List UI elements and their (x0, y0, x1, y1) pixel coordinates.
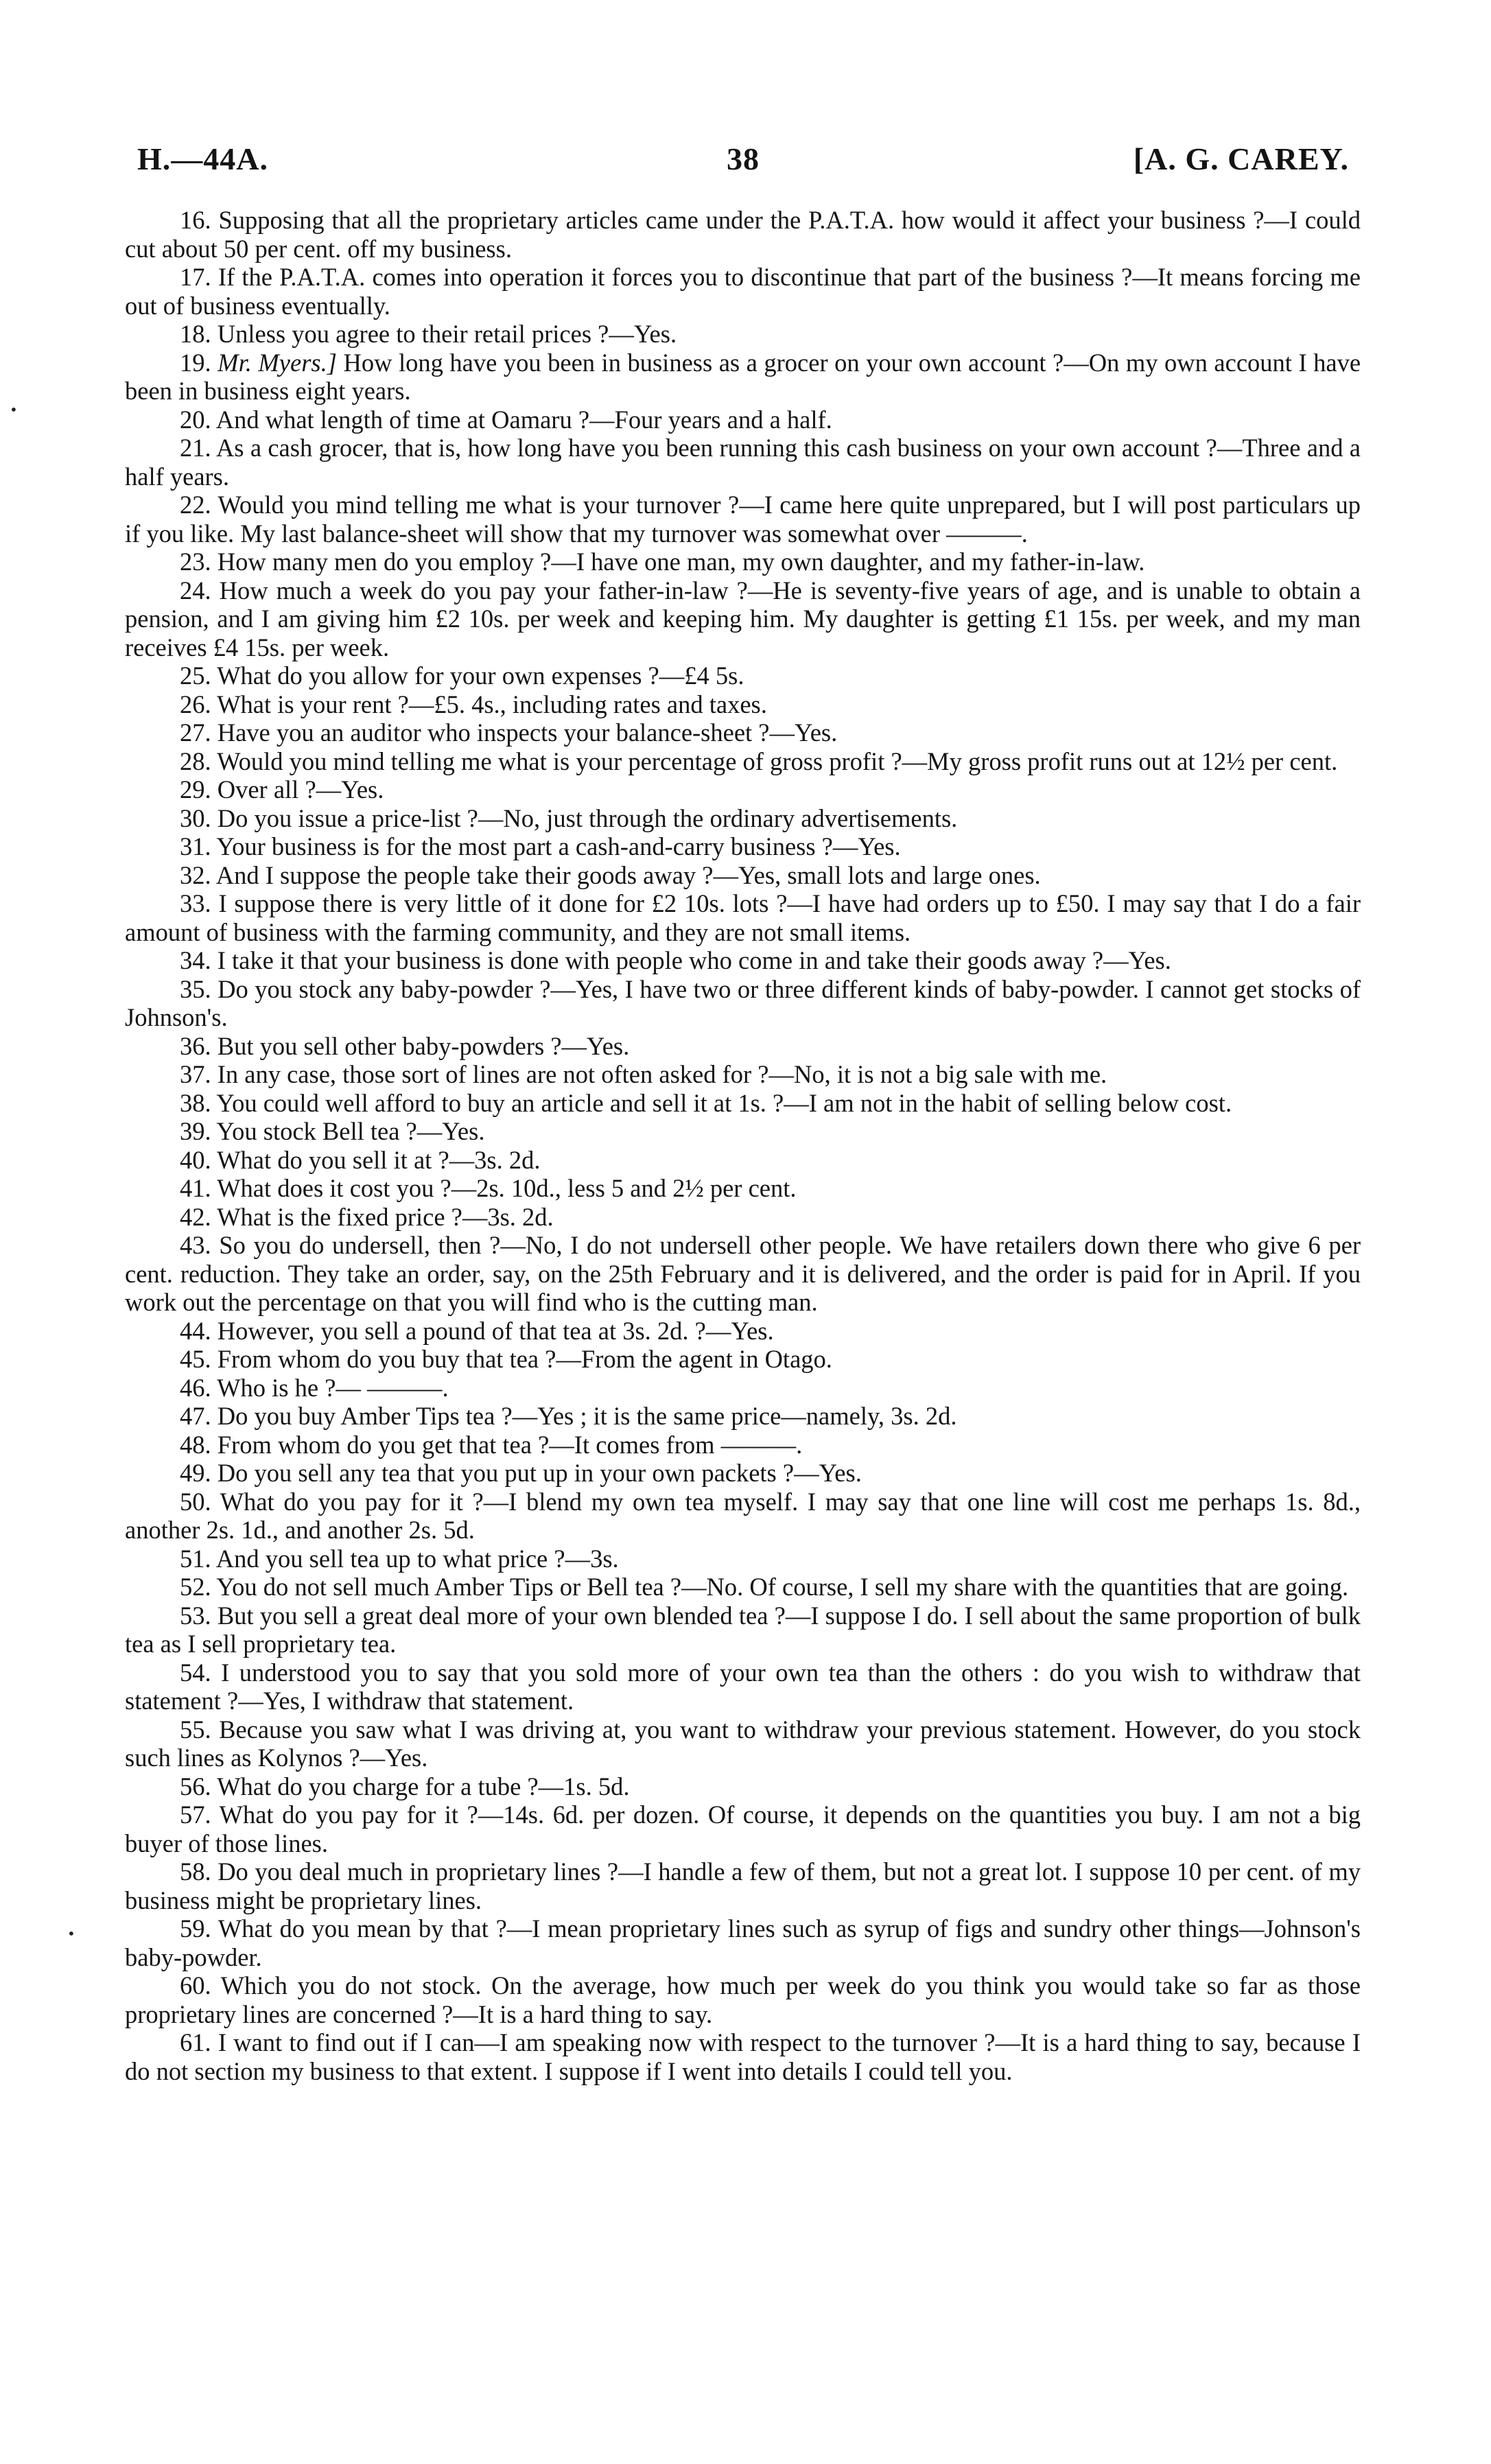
question-number: 34. (180, 946, 211, 974)
question-answer-text: Unless you agree to their retail prices ?—Yes. (217, 320, 677, 348)
question-answer-text: How much a week do you pay your father-in-law ?—He is seventy-five years of age, and is unable to obtain a pension, and I am giving him £2 10s. per week and keeping him. My daughter is getting £1 15s. per week, and my man receives £4 15s. per week. (125, 576, 1361, 661)
testimony-paragraph (125, 661, 1361, 690)
question-answer-text: I want to find out if I can—I am speaking now with respect to the turnover ?—It is a hard thing to say, because I do not section my business to that extent. I suppose if I went into details I could tell you. (125, 2028, 1361, 2085)
question-answer-text: Over all ?—Yes. (217, 775, 384, 803)
testimony-paragraph (125, 576, 1361, 662)
question-number: 18. (180, 320, 211, 348)
testimony-paragraph (125, 1402, 1361, 1431)
testimony-paragraph (125, 1089, 1361, 1118)
question-number: 28. (180, 747, 211, 775)
testimony-paragraph (125, 1060, 1361, 1089)
testimony-body (125, 206, 1361, 2085)
testimony-paragraph (125, 320, 1361, 349)
question-number: 16. (180, 206, 211, 234)
testimony-paragraph (125, 1857, 1361, 1914)
testimony-paragraph (125, 434, 1361, 491)
question-number: 45. (180, 1345, 211, 1373)
testimony-paragraph (125, 1459, 1361, 1488)
testimony-paragraph (125, 1345, 1361, 1374)
testimony-paragraph (125, 946, 1361, 975)
question-answer-text: Do you buy Amber Tips tea ?—Yes ; it is the same price—namely, 3s. 2d. (217, 1402, 957, 1430)
question-answer-text: However, you sell a pound of that tea at 3s. 2d. ?—Yes. (217, 1316, 774, 1345)
question-answer-text: You could well afford to buy an article and sell it at 1s. ?—I am not in the habit of selling below cost. (216, 1088, 1232, 1117)
question-number: 23. (180, 548, 211, 576)
testimony-paragraph (125, 1658, 1361, 1715)
question-number: 37. (180, 1060, 211, 1088)
question-number: 52. (180, 1573, 211, 1601)
question-number: 30. (180, 803, 211, 832)
margin-dot: • (10, 401, 18, 418)
question-number: 48. (180, 1430, 211, 1459)
testimony-paragraph (125, 1545, 1361, 1573)
testimony-paragraph (125, 1573, 1361, 1601)
question-number: 26. (180, 690, 211, 718)
question-number: 55. (180, 1715, 211, 1744)
question-answer-text: I understood you to say that you sold more of your own tea than the others : do you wish to withdraw that statement ?—Yes, I withdraw that statement. (125, 1658, 1361, 1715)
question-number: 27. (180, 718, 211, 747)
testimony-paragraph (125, 747, 1361, 776)
page-number: 38 (727, 141, 760, 176)
question-number: 31. (180, 832, 211, 860)
question-number: 60. (180, 1971, 211, 1999)
question-number: 54. (180, 1658, 211, 1687)
testimony-paragraph (125, 1800, 1361, 1857)
question-answer-text: And you sell tea up to what price ?—3s. (215, 1544, 619, 1573)
question-answer-text: What is the fixed price ?—3s. 2d. (217, 1202, 554, 1231)
testimony-paragraph (125, 1117, 1361, 1146)
question-number: 59. (180, 1914, 211, 1943)
question-number: 20. (180, 405, 211, 434)
testimony-paragraph (125, 1715, 1361, 1772)
testimony-paragraph (125, 1231, 1361, 1317)
testimony-paragraph (125, 491, 1361, 548)
question-answer-text: What do you charge for a tube ?—1s. 5d. (217, 1772, 630, 1800)
question-number: 51. (180, 1544, 211, 1573)
question-answer-text: What do you pay for it ?—I blend my own tea myself. I may say that one line will cost me perhaps 1s. 8d., another 2s. 1d., and another 2s. 5d. (125, 1487, 1361, 1544)
question-number: 61. (180, 2028, 211, 2056)
question-answer-text: What do you sell it at ?—3s. 2d. (217, 1145, 541, 1174)
testimony-paragraph (125, 861, 1361, 890)
question-answer-text: But you sell a great deal more of your own blended tea ?—I suppose I do. I sell about the same proportion of bulk tea as I sell proprietary tea. (125, 1601, 1361, 1658)
testimony-paragraph (125, 2028, 1361, 2085)
testimony-paragraph (125, 548, 1361, 576)
question-answer-text: Do you issue a price-list ?—No, just through the ordinary advertisements. (217, 803, 958, 832)
question-answer-text: Which you do not stock. On the average, how much per week do you think you would take so far as those proprietary lines are concerned ?—It is a hard thing to say. (125, 1971, 1361, 2028)
testimony-paragraph (125, 832, 1361, 861)
question-answer-text: And I suppose the people take their goods away ?—Yes, small lots and large ones. (215, 860, 1041, 889)
question-answer-text: From whom do you get that tea ?—It comes from ———. (217, 1430, 803, 1459)
page-header (137, 141, 1349, 182)
question-answer-text: Supposing that all the proprietary articles came under the P.A.T.A. how would it affect your business ?—I could cut about 50 per cent. off my business. (125, 206, 1361, 263)
question-number: 25. (180, 661, 211, 690)
question-answer-text: And what length of time at Oamaru ?—Four years and a half. (215, 405, 832, 434)
testimony-paragraph (125, 1488, 1361, 1545)
question-number: 35. (180, 974, 211, 1003)
question-number: 43. (180, 1231, 211, 1259)
question-answer-text: Do you sell any tea that you put up in your own packets ?—Yes. (217, 1459, 862, 1487)
question-answer-text: Do you stock any baby-powder ?—Yes, I have two or three different kinds of baby-powder. I cannot get stocks of Johnson's. (125, 974, 1361, 1031)
testimony-paragraph (125, 1317, 1361, 1346)
question-answer-text: But you sell other baby-powders ?—Yes. (217, 1031, 630, 1060)
witness-name: [A. G. CAREY. (1133, 141, 1349, 176)
question-number: 57. (180, 1800, 211, 1829)
question-number: 33. (180, 889, 211, 917)
testimony-paragraph (125, 1032, 1361, 1061)
question-number: 40. (180, 1145, 211, 1174)
testimony-paragraph (125, 1146, 1361, 1175)
question-answer-text: What do you allow for your own expenses ?—£4 5s. (217, 661, 744, 690)
question-answer-text: Who is he ?— ———. (217, 1373, 449, 1402)
question-number: 56. (180, 1772, 211, 1800)
question-number: 47. (180, 1402, 211, 1430)
question-number: 24. (180, 576, 211, 605)
question-number: 39. (180, 1117, 211, 1145)
question-number: 32. (180, 860, 211, 889)
testimony-paragraph (125, 263, 1361, 320)
question-number: 29. (180, 775, 211, 803)
question-number: 22. (180, 491, 211, 519)
testimony-paragraph (125, 1374, 1361, 1403)
question-number: 50. (180, 1487, 211, 1516)
question-number: 17. (180, 263, 211, 291)
question-number: 19. (180, 348, 211, 377)
testimony-paragraph (125, 775, 1361, 804)
testimony-paragraph (125, 690, 1361, 719)
question-answer-text: Your business is for the most part a cash-and-carry business ?—Yes. (216, 832, 901, 860)
question-answer-text: From whom do you buy that tea ?—From the agent in Otago. (217, 1345, 832, 1373)
question-answer-text: You do not sell much Amber Tips or Bell tea ?—No. Of course, I sell my share with the quantities that are going. (216, 1573, 1349, 1601)
testimony-paragraph (125, 975, 1361, 1032)
question-answer-text: If the P.A.T.A. comes into operation it forces you to discontinue that part of the business ?—It means forcing me out of business eventually. (125, 263, 1361, 320)
question-answer-text: How long have you been in business as a grocer on your own account ?—On my own account I have been in business eight years. (125, 348, 1361, 405)
testimony-paragraph (125, 718, 1361, 747)
question-number: 41. (180, 1174, 211, 1202)
testimony-paragraph (125, 1203, 1361, 1232)
question-answer-text: What do you pay for it ?—14s. 6d. per dozen. Of course, it depends on the quantities you buy. I am not a big buyer of those lines. (125, 1800, 1361, 1857)
margin-dot: • (67, 1925, 75, 1942)
question-answer-text: Have you an auditor who inspects your balance-sheet ?—Yes. (217, 718, 838, 747)
testimony-paragraph (125, 889, 1361, 946)
testimony-paragraph (125, 1772, 1361, 1801)
question-answer-text: In any case, those sort of lines are not often asked for ?—No, it is not a big sale with me. (217, 1060, 1107, 1088)
question-number: 58. (180, 1857, 211, 1886)
question-answer-text: As a cash grocer, that is, how long have you been running this cash business on your own account ?—Three and a half years. (125, 434, 1361, 491)
question-answer-text: I suppose there is very little of it done for £2 10s. lots ?—I have had orders up to £50. I may say that I do a fair amount of business with the farming community, and they are not small items. (125, 889, 1361, 946)
question-number: 46. (180, 1373, 211, 1402)
question-answer-text: Do you deal much in proprietary lines ?—I handle a few of them, but not a great lot. I suppose 10 per cent. of my business might be proprietary lines. (125, 1857, 1361, 1914)
testimony-paragraph (125, 206, 1361, 263)
question-answer-text: So you do undersell, then ?—No, I do not undersell other people. We have retailers down there who give 6 per cent. reduction. They take an order, say, on the 25th February and it is delivered, and the order is paid for in April. If you work out the percentage on that you will find who is the cutting man. (125, 1231, 1361, 1316)
question-number: 44. (180, 1316, 211, 1345)
testimony-paragraph (125, 1431, 1361, 1459)
question-answer-text: I take it that your business is done with people who come in and take their goods away ?—Yes. (217, 946, 1171, 974)
testimony-paragraph (125, 1601, 1361, 1658)
question-number: 53. (180, 1601, 211, 1630)
question-number: 49. (180, 1459, 211, 1487)
question-answer-text: Would you mind telling me what is your percentage of gross profit ?—My gross profit runs out at 12½ per cent. (217, 747, 1338, 775)
testimony-paragraph (125, 349, 1361, 406)
question-answer-text: How many men do you employ ?—I have one man, my own daughter, and my father-in-law. (217, 548, 1145, 576)
testimony-paragraph (125, 1914, 1361, 1971)
testimony-paragraph (125, 804, 1361, 833)
question-number: 36. (180, 1031, 211, 1060)
speaker-label: Mr. Myers.] (218, 348, 337, 377)
question-answer-text: What does it cost you ?—2s. 10d., less 5 and 2½ per cent. (217, 1174, 797, 1202)
question-answer-text: What do you mean by that ?—I mean proprietary lines such as syrup of figs and sundry other things—Johnson's baby-powder. (125, 1914, 1361, 1971)
question-answer-text: You stock Bell tea ?—Yes. (216, 1117, 485, 1145)
question-answer-text: What is your rent ?—£5. 4s., including rates and taxes. (217, 690, 767, 718)
question-number: 21. (180, 434, 211, 462)
document-reference: H.—44A. (137, 141, 268, 176)
testimony-paragraph (125, 1971, 1361, 2028)
question-answer-text: Because you saw what I was driving at, you want to withdraw your previous statement. However, do you stock such lines as Kolynos ?—Yes. (125, 1715, 1361, 1772)
testimony-paragraph (125, 1174, 1361, 1203)
question-number: 38. (180, 1088, 211, 1117)
question-answer-text: Would you mind telling me what is your turnover ?—I came here quite unprepared, but I will post particulars up if you like. My last balance-sheet will show that my turnover was somewhat over ———. (125, 491, 1361, 548)
testimony-paragraph (125, 406, 1361, 434)
question-number: 42. (180, 1202, 211, 1231)
